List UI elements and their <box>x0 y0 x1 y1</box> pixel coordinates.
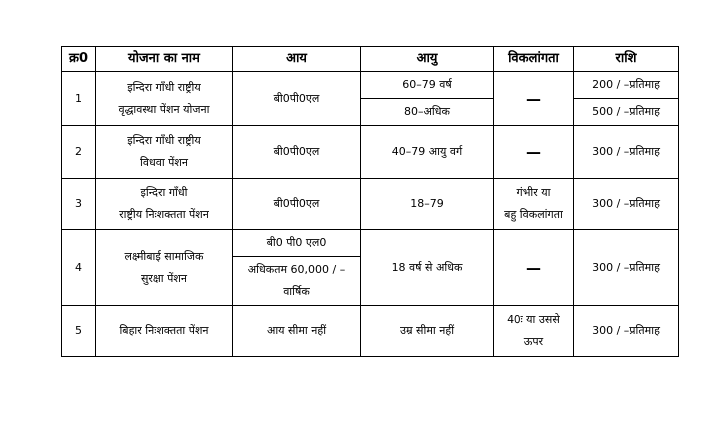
scheme-name-line: इन्दिरा गाँधी राष्ट्रीय <box>127 80 201 94</box>
scheme-name-line: इन्दिरा गाँधी <box>140 186 188 199</box>
row-scheme-name: बिहार निःशक्तता पेंशन <box>96 306 233 357</box>
table-row <box>62 72 679 99</box>
disability-line: 40ः या उससे <box>507 313 560 326</box>
header-age: आयु <box>361 47 494 72</box>
header-scheme-name: योजना का नाम <box>96 47 233 72</box>
row-amount: 500 / –प्रतिमाह <box>574 99 679 126</box>
row-age: 18 वर्ष से अधिक <box>361 230 494 306</box>
row-disability <box>494 306 574 357</box>
table-row <box>62 230 679 257</box>
row-scheme-name <box>96 72 233 126</box>
table-row <box>62 179 679 230</box>
row-age: 60–79 वर्ष <box>361 72 494 99</box>
row-income: आय सीमा नहीं <box>233 306 361 357</box>
header-row <box>62 47 679 72</box>
row-age: 18–79 <box>361 179 494 230</box>
row-amount: 300 / –प्रतिमाह <box>574 179 679 230</box>
row-disability: — <box>494 72 574 126</box>
header-disability: विकलांगता <box>494 47 574 72</box>
row-serial: 3 <box>62 179 96 230</box>
header-amount: राशि <box>574 47 679 72</box>
scheme-name-line: वृद्धावस्था पेंशन योजना <box>118 102 210 116</box>
row-scheme-name <box>96 179 233 230</box>
income-line: अधिकतम 60,000 / – <box>247 263 346 276</box>
row-serial: 1 <box>62 72 96 126</box>
row-income: बी0 पी0 एल0 <box>233 230 361 257</box>
scheme-name-line: इन्दिरा गाँधी राष्ट्रीय <box>127 134 201 147</box>
row-income: बी0पी0एल <box>233 72 361 126</box>
scheme-name-line: राष्ट्रीय निःशक्तता पेंशन <box>119 208 209 221</box>
scheme-name-line: विधवा पेंशन <box>139 156 189 169</box>
row-amount: 300 / –प्रतिमाह <box>574 126 679 179</box>
disability-line: बहु विकलांगता <box>504 208 563 221</box>
row-amount: 200 / –प्रतिमाह <box>574 72 679 99</box>
row-income: बी0पी0एल <box>233 179 361 230</box>
row-serial: 4 <box>62 230 96 306</box>
pension-schemes-table <box>61 46 679 357</box>
row-income <box>233 257 361 306</box>
row-amount: 300 / –प्रतिमाह <box>574 306 679 357</box>
header-serial: क्र0 <box>62 47 96 72</box>
row-age: 80–अधिक <box>361 99 494 126</box>
scheme-name-line: लक्ष्मीबाई सामाजिक <box>124 249 204 263</box>
row-serial: 2 <box>62 126 96 179</box>
disability-line: ऊपर <box>523 335 544 348</box>
row-scheme-name <box>96 126 233 179</box>
row-disability <box>494 179 574 230</box>
disability-line: गंभीर या <box>516 186 551 199</box>
scheme-name-line: सुरक्षा पेंशन <box>140 271 187 285</box>
row-serial: 5 <box>62 306 96 357</box>
row-amount: 300 / –प्रतिमाह <box>574 230 679 306</box>
table-row <box>62 126 679 179</box>
row-scheme-name <box>96 230 233 306</box>
row-income: बी0पी0एल <box>233 126 361 179</box>
row-disability: — <box>494 230 574 306</box>
row-age: 40–79 आयु वर्ग <box>361 126 494 179</box>
row-age: उम्र सीमा नहीं <box>361 306 494 357</box>
header-income: आय <box>233 47 361 72</box>
row-disability: — <box>494 126 574 179</box>
table-row <box>62 306 679 357</box>
income-line: वार्षिक <box>283 285 310 298</box>
